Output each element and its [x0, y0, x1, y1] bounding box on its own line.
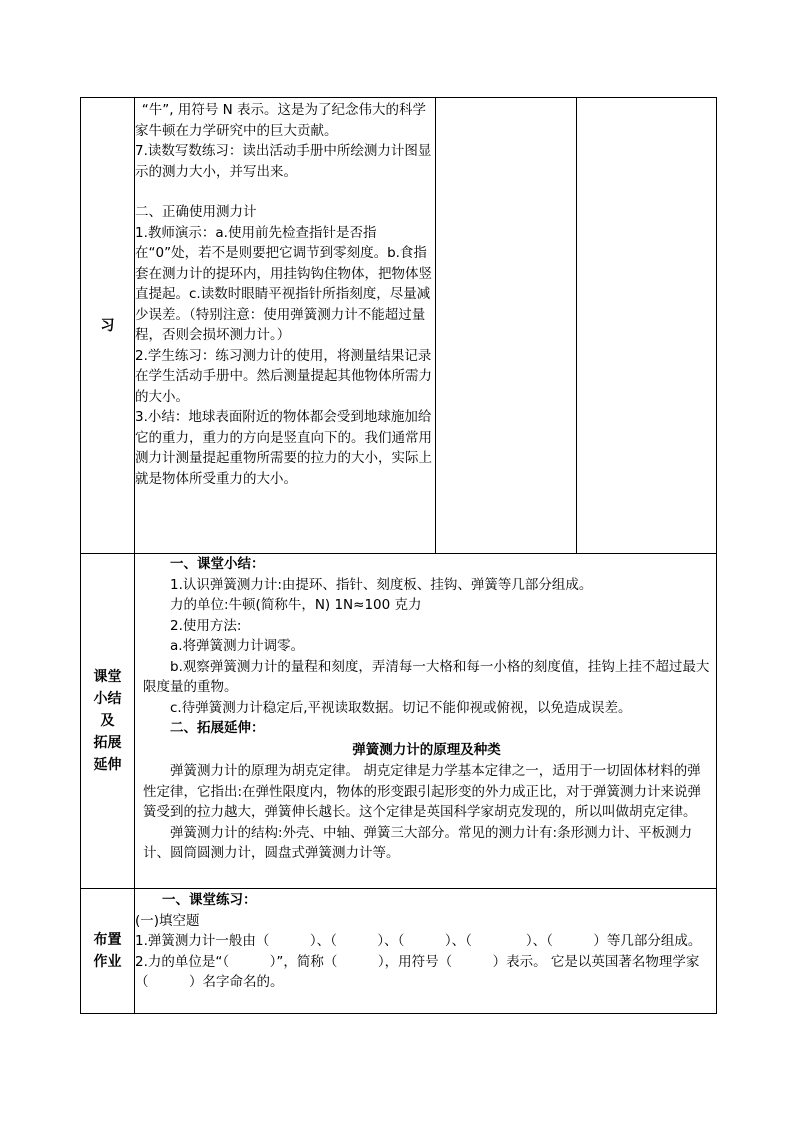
practice-line-2: 7.读数写数练习：读出活动手册中所绘测力计图显示的测力大小，并写出来。 [135, 143, 432, 180]
extension-title: 弹簧测力计的原理及种类 [352, 741, 501, 758]
row-homework [81, 889, 717, 1014]
row-homework-label-1: 布置 [93, 932, 122, 948]
summary-item-3: 2.使用方法: [170, 617, 242, 634]
row-practice-empty-col-4 [577, 98, 717, 554]
practice-blank-line [135, 182, 435, 202]
row-practice-empty-col-3 [436, 98, 577, 554]
row-summary-label-3: 及 [100, 713, 115, 729]
summary-item-4: a.将弹簧测力计调零。 [170, 638, 305, 654]
homework-heading: 一、课堂练习： [162, 892, 257, 908]
row-practice-label-cell [81, 98, 135, 554]
summary-heading: 一、课堂小结： [170, 556, 265, 572]
practice-line-1: “牛”, 用符号 N 表示。这是为了纪念伟大的科学家牛顿在力学研究中的巨大贡献。 [135, 102, 427, 139]
homework-subheading: (一)填空题 [135, 912, 200, 929]
extension-paragraph-1: 弹簧测力计的原理为胡克定律。 胡克定律是力学基本定律之一，适用于一切固体材料的弹性定律，它指出:在弹性限度内，物体的形变跟引起形变的外力成正比，对于弹簧测力计来说弹簧受到的拉力越大，弹簧伸长越长。这个定律是英国科学家胡克发现的，所以叫做胡克定律。 [143, 763, 702, 820]
practice-student: 2.学生练习：练习测力计的使用，将测量结果记录在学生活动手册中。然后测量提起其他物体所需力的大小。 [135, 347, 432, 405]
extension-heading: 二、拓展延伸： [170, 720, 265, 736]
row-practice-label: 习 [100, 317, 115, 334]
row-summary [81, 554, 717, 889]
summary-item-2: 力的单位:牛顿(简称牛，N) 1N≈100 克力 [170, 597, 422, 613]
summary-item-1: 1.认识弹簧测力计:由提环、指针、刻度板、挂钩、弹簧等几部分组成。 [170, 576, 593, 593]
row-homework-content [135, 889, 717, 1014]
extension-paragraph-2: 弹簧测力计的结构:外壳、中轴、弹簧三大部分。常见的测力计有:条形测力计、平板测力计、圆筒圆测力计，圆盘式弹簧测力计等。 [143, 824, 693, 861]
row-summary-label-4: 拓展 [93, 735, 122, 751]
practice-summary: 3.小结：地球表面附近的物体都会受到地球施加给它的重力，重力的方向是竖直向下的。我们通常用测力计测量提起重物所需要的拉力的大小，实际上就是物体所受重力的大小。 [135, 409, 432, 487]
row-practice [81, 98, 717, 554]
row-summary-label-1: 课堂 [93, 669, 122, 685]
row-summary-label-2: 小结 [93, 691, 122, 707]
practice-section-heading: 二、正确使用测力计 [135, 204, 257, 220]
summary-item-6: c.待弹簧测力计稳定后,平视读取数据。切记不能仰视或俯视，以免造成误差。 [170, 699, 632, 716]
homework-question-1: 1.弹簧测力计一般由（ ）、（ ）、（ ）、（ ）、（ ）等几部分组成。 [135, 933, 702, 949]
row-summary-label-cell [81, 554, 135, 889]
homework-question-2: 2.力的单位是“（ ）”，简称（ ），用符号（ ）表示。 它是以英国著名物理学家（ ）名字命名的。 [135, 953, 700, 990]
row-homework-label-2: 作业 [93, 954, 122, 970]
row-summary-content [135, 554, 717, 889]
row-practice-content [135, 98, 436, 554]
row-homework-label-cell [81, 889, 135, 1014]
summary-item-5: b.观察弹簧测力计的量程和刻度，弄清每一大格和每一小格的刻度值，挂钩上挂不超过最大限度量的重物。 [143, 658, 710, 695]
practice-demo: 1.教师演示：a.使用前先检查指针是否指在“0”处，若不是则要把它调节到零刻度。b.食指套在测力计的提环内，用挂钩钩住物体，把物体竖直提起。c.读数时眼睛平视指针所指刻度，尽量减少误差。（特别注意：使用弹簧测力计不能超过量程，否则会损坏测力计。） [135, 224, 432, 343]
row-summary-label-5: 延伸 [93, 757, 122, 773]
lesson-plan-table [80, 97, 717, 1014]
